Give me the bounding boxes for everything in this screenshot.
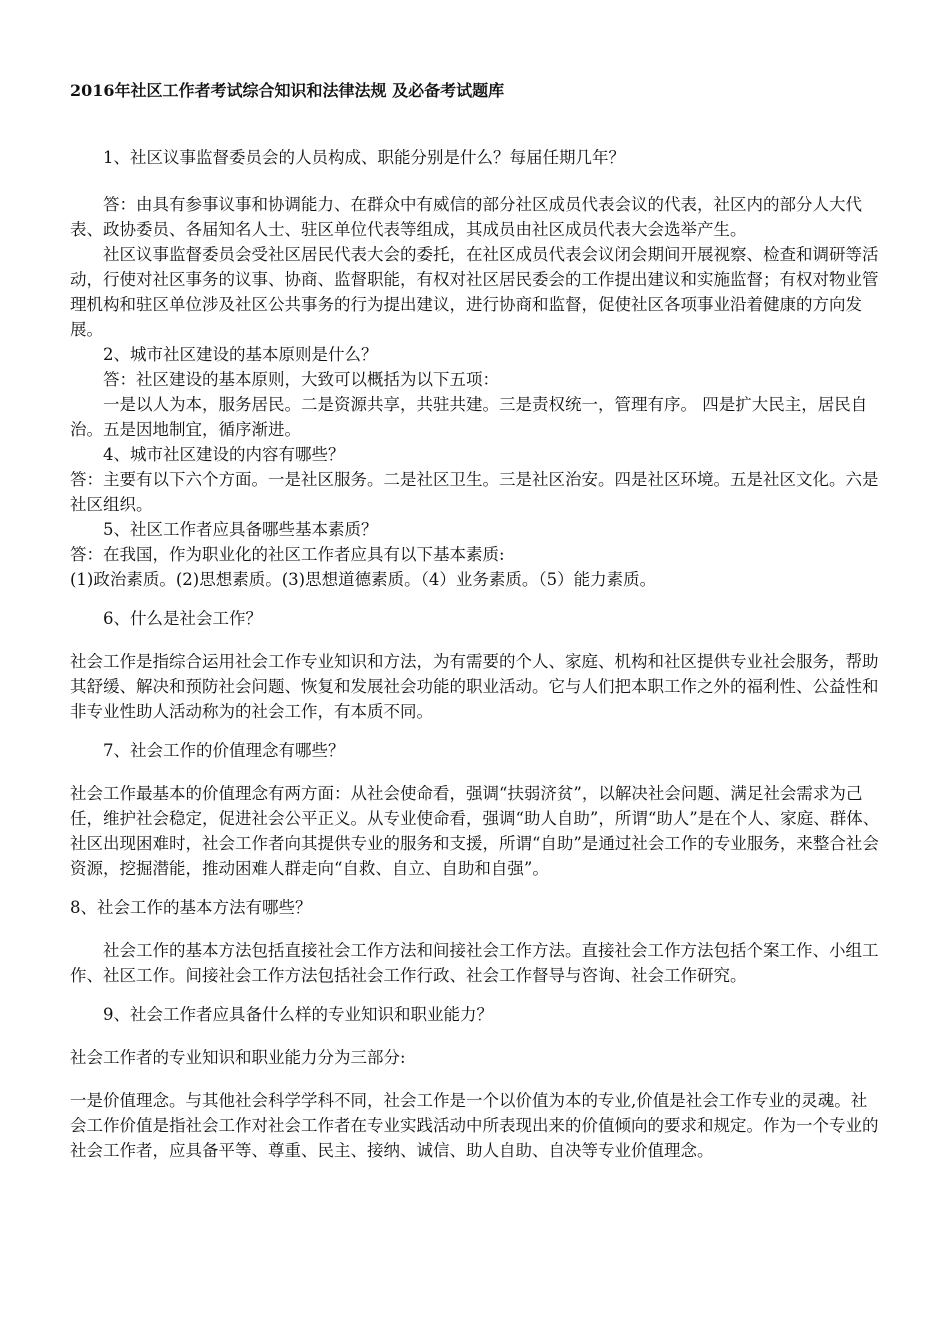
question-7: 7、社会工作的价值理念有哪些？: [103, 741, 345, 760]
answer-5-paragraph-1: 答：在我国，作为职业化的社区工作者应具有以下基本素质:: [70, 545, 505, 564]
answer-6: 社会工作是指综合运用社会工作专业知识和方法，为有需要的个人、家庭、机构和社区提供专业社会服务，帮助其舒缓、解决和预防社会问题、恢复和发展社会功能的职业活动。它与人们把本职工作之外的福利性、公益性和非专业性助人活动称为的社会工作，有本质不同。: [70, 652, 879, 721]
answer-1-paragraph-1: 答：由具有参事议事和协调能力、在群众中有威信的部分社区成员代表会议的代表，社区内的部分人大代表、政协委员、各届知名人士、驻区单位代表等组成，其成员由社区成员代表大会选举产生。: [70, 195, 862, 239]
answer-4: 答：主要有以下六个方面。一是社区服务。二是社区卫生。三是社区治安。四是社区环境。五是社区文化。六是社区组织。: [70, 470, 879, 514]
answer-9-paragraph-1: 社会工作者的专业知识和职业能力分为三部分:: [70, 1048, 406, 1067]
question-6: 6、什么是社会工作？: [103, 609, 262, 628]
question-8: 8、社会工作的基本方法有哪些？: [70, 898, 312, 917]
question-9: 9、社会工作者应具备什么样的专业知识和职业能力？: [103, 1005, 493, 1024]
question-2: 2、城市社区建设的基本原则是什么？: [103, 345, 378, 364]
answer-2-paragraph-2: 一是以人为本，服务居民。二是资源共享，共驻共建。三是责权统一，管理有序。 四是扩大民主，居民自治。五是因地制宜，循序渐进。: [70, 395, 868, 439]
answer-5-paragraph-2: (1)政治素质。(2)思想素质。(3)思想道德素质。（4）业务素质。（5）能力素质。: [70, 570, 657, 589]
question-5: 5、社区工作者应具备哪些基本素质？: [103, 520, 378, 539]
answer-9-paragraph-2: 一是价值理念。与其他社会科学学科不同，社会工作是一个以价值为本的专业,价值是社会工作专业的灵魂。社会工作价值是指社会工作对社会工作者在专业实践活动中所表现出来的价值倾向的要求和规定。作为一个专业的社会工作者，应具备平等、尊重、民主、接纳、诚信、助人自助、自决等专业价值理念。: [70, 1091, 879, 1160]
answer-1-paragraph-2: 社区议事监督委员会受社区居民代表大会的委托，在社区成员代表会议闭会期间开展视察、检查和调研等活动，行使对社区事务的议事、协商、监督职能，有权对社区居民委会的工作提出建议和实施监督；有权对物业管理机构和驻区单位涉及社区公共事务的行为提出建议，进行协商和监督，促使社区各项事业沿着健康的方向发展。: [70, 245, 879, 339]
question-4: 4、城市社区建设的内容有哪些？: [103, 445, 345, 464]
document-page: [70, 78, 880, 1163]
answer-7: 社会工作最基本的价值理念有两方面：从社会使命看，强调“扶弱济贫”，以解决社会问题、满足社会需求为己任，维护社会稳定，促进社会公平正义。从专业使命看，强调“助人自助”，所谓“助人”是在个人、家庭、群体、社区出现困难时，社会工作者向其提供专业的服务和支援，所谓“自助”是通过社会工作的专业服务，来整合社会资源，挖掘潜能，推动困难人群走向“自救、自立、自助和自强”。: [70, 784, 880, 878]
question-1: 1、社区议事监督委员会的人员构成、职能分别是什么？每届任期几年？: [103, 148, 625, 167]
answer-2-paragraph-1: 答：社区建设的基本原则，大致可以概括为以下五项：: [103, 370, 499, 389]
document-title: 2016年社区工作者考试综合知识和法律法规 及必备考试题库: [70, 81, 505, 100]
answer-8: 社会工作的基本方法包括直接社会工作方法和间接社会工作方法。直接社会工作方法包括个案工作、小组工作、社区工作。间接社会工作方法包括社会工作行政、社会工作督导与咨询、社会工作研究。: [70, 941, 879, 985]
